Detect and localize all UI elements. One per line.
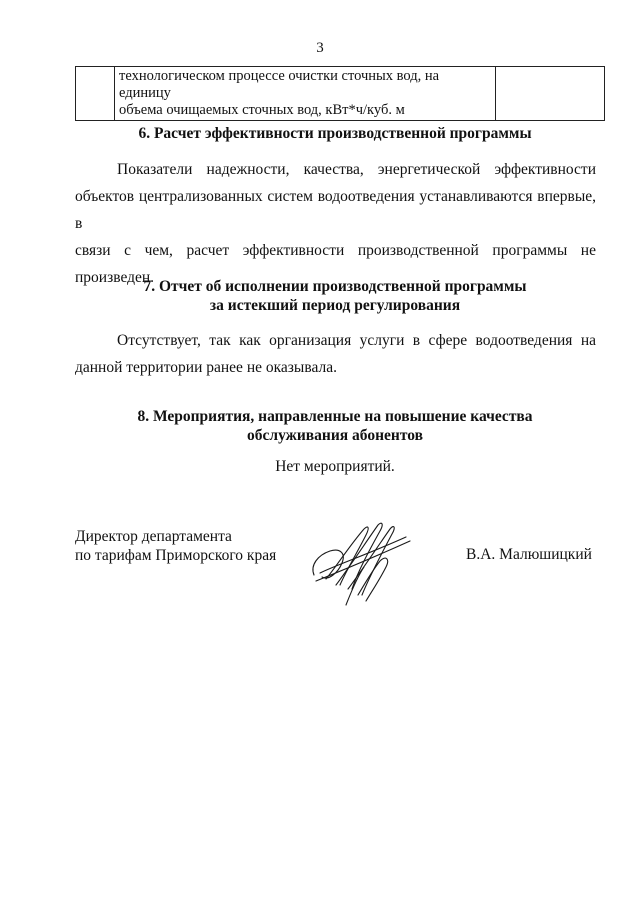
- table-cell-indicator: [115, 67, 496, 121]
- position-line-2: по тарифам Приморского края: [75, 547, 277, 564]
- section-8-title-line-1: 8. Мероприятия, направленные на повышение качества: [137, 408, 533, 425]
- section-8-title: [60, 407, 610, 445]
- table-cell-value: [496, 67, 605, 121]
- section-7-line-2: данной территории ранее не оказывала.: [75, 359, 337, 376]
- section-8-title-line-2: обслуживания абонентов: [247, 427, 423, 444]
- section-7-line-1: Отсутствует, так как организация услуги в сфере водоотведения на: [117, 332, 596, 349]
- section-6-line-3: связи с чем, расчет эффективности производственной программы не: [75, 242, 596, 259]
- handwritten-signature: [306, 515, 416, 610]
- section-8-text: Нет мероприятий.: [275, 458, 395, 475]
- page-number: 3: [316, 40, 324, 56]
- indicator-line-2: объема очищаемых сточных вод, кВт*ч/куб. м: [119, 102, 405, 118]
- signatory-position: [75, 527, 276, 565]
- section-7-title-line-2: за истекший период регулирования: [209, 297, 461, 314]
- section-7-title-line-1: 7. Отчет об исполнении производственной программы: [143, 278, 527, 295]
- position-line-1: Директор департамента: [75, 528, 232, 545]
- section-6-line-1: Показатели надежности, качества, энергетической эффективности: [117, 161, 596, 178]
- section-6-line-4: произведен.: [75, 269, 155, 286]
- section-7-paragraph: [75, 327, 596, 381]
- table-cell-number: [76, 67, 115, 121]
- signatory-name: В.А. Малюшицкий: [466, 546, 592, 563]
- table-row: [76, 67, 605, 121]
- section-6-title: 6. Расчет эффективности производственной программы: [138, 125, 532, 142]
- section-6-line-2: объектов централизованных систем водоотведения устанавливаются впервые, в: [75, 188, 596, 232]
- section-6-paragraph: [75, 156, 596, 291]
- section-7-title: [60, 277, 610, 315]
- indicator-line-1: технологическом процессе очистки сточных вод, на единицу: [119, 68, 440, 101]
- continuation-table: [75, 66, 605, 121]
